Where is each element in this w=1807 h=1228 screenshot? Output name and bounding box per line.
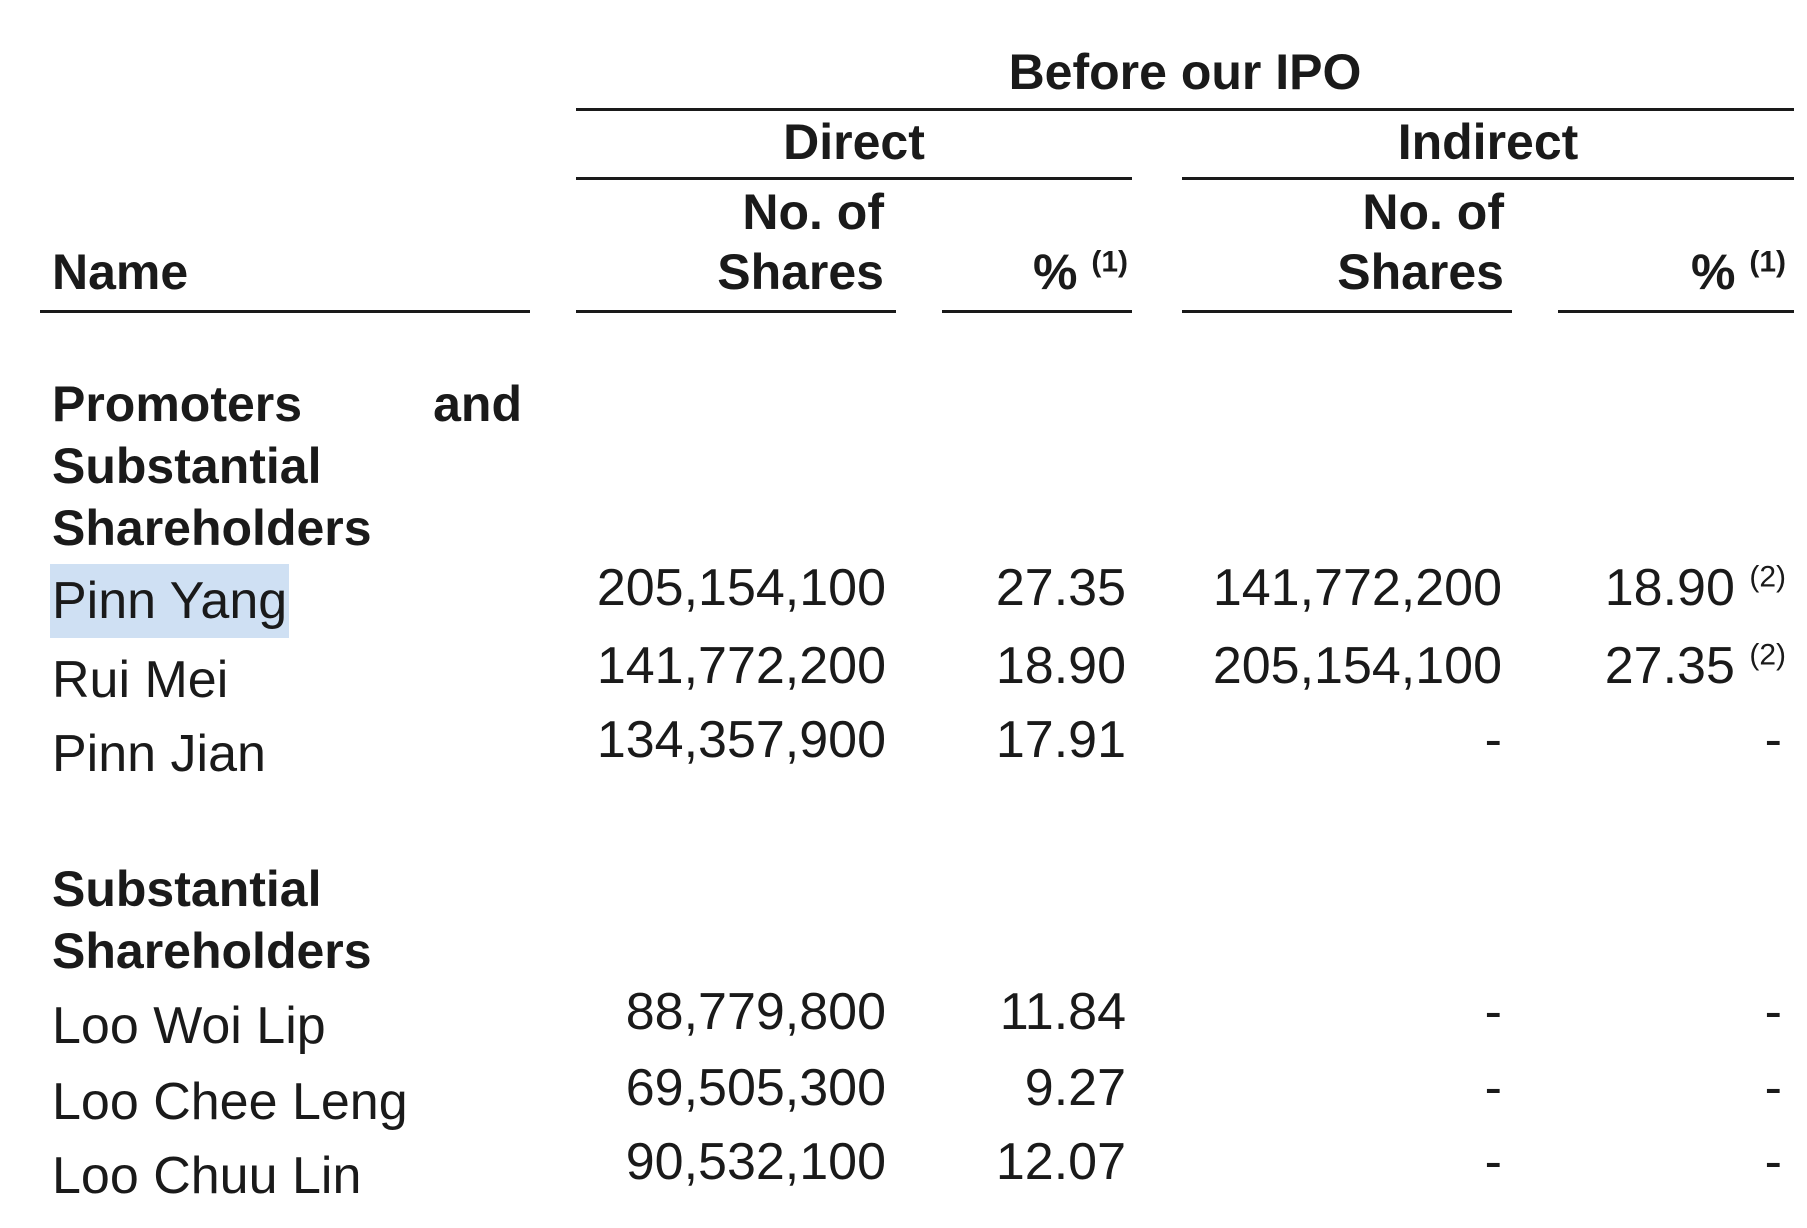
shareholder-name: Pinn Jian	[52, 725, 266, 783]
direct-heading: Direct	[783, 114, 925, 170]
indirect-shares-header	[1182, 182, 1504, 302]
direct-pct-value: 9.27	[1024, 1059, 1126, 1117]
indirect-pct-value: -	[1764, 983, 1782, 1041]
direct-pct-rule	[942, 310, 1132, 313]
section-title-line-2: Substantial	[52, 438, 322, 494]
indirect-pct-note: (1)	[1749, 245, 1786, 279]
indirect-pct-footnote: (2)	[1749, 638, 1786, 672]
direct-shares-value: 205,154,100	[596, 559, 886, 617]
shareholder-name: Loo Woi Lip	[52, 997, 326, 1055]
indirect-shares-value: 141,772,200	[1212, 559, 1502, 617]
indirect-pct-rule	[1558, 310, 1794, 313]
indirect-pct-value	[1560, 634, 1786, 698]
indirect-shares-value: -	[1484, 1133, 1502, 1191]
direct-pct-value: 27.35	[995, 559, 1126, 617]
indirect-pct-value: -	[1764, 711, 1782, 769]
direct-shares-value: 69,505,300	[625, 1059, 886, 1117]
indirect-pct-number: 18.90	[1604, 559, 1735, 617]
before-ipo-heading: Before our IPO	[1008, 44, 1362, 100]
direct-shares-header	[576, 182, 884, 302]
indirect-pct-value	[1560, 556, 1786, 620]
direct-shares-header-line1: No. of	[742, 184, 884, 240]
direct-pct-value: 12.07	[995, 1133, 1126, 1191]
table-row	[0, 637, 1807, 712]
direct-shares-value: 90,532,100	[625, 1133, 886, 1191]
indirect-pct-footnote: (2)	[1749, 560, 1786, 594]
table-row	[0, 559, 1807, 636]
indirect-shares-value: -	[1484, 711, 1502, 769]
direct-pct-header	[944, 242, 1128, 302]
indirect-shares-rule	[1182, 310, 1512, 313]
section-title-word-2: and	[433, 376, 522, 432]
shareholder-name: Loo Chee Leng	[52, 1073, 408, 1131]
section-title-line-2: Shareholders	[52, 923, 372, 979]
direct-rule	[576, 177, 1132, 180]
indirect-rule	[1182, 177, 1794, 180]
indirect-shares-value: 205,154,100	[1212, 637, 1502, 695]
shareholder-name[interactable]: Pinn Yang	[50, 564, 289, 638]
direct-pct-value: 17.91	[995, 711, 1126, 769]
direct-pct-label: %	[1032, 244, 1078, 300]
shareholder-name: Loo Chuu Lin	[52, 1147, 362, 1205]
direct-pct-note: (1)	[1091, 245, 1128, 279]
section-title-substantial	[52, 858, 372, 982]
direct-pct-value: 18.90	[995, 637, 1126, 695]
table-row	[0, 983, 1807, 1058]
direct-shares-value: 141,772,200	[596, 637, 886, 695]
section-title-line-1: Substantial	[52, 861, 322, 917]
indirect-pct-label: %	[1690, 244, 1736, 300]
table-row	[0, 1133, 1807, 1208]
direct-shares-value: 88,779,800	[625, 983, 886, 1041]
section-title-first-line	[52, 373, 522, 435]
indirect-heading: Indirect	[1397, 114, 1579, 170]
indirect-pct-value: -	[1764, 1133, 1782, 1191]
indirect-shares-value: -	[1484, 983, 1502, 1041]
name-col-rule	[40, 310, 530, 313]
indirect-pct-value: -	[1764, 1059, 1782, 1117]
indirect-shares-value: -	[1484, 1059, 1502, 1117]
name-column-header: Name	[52, 244, 189, 300]
indirect-shares-header-line1: No. of	[1362, 184, 1504, 240]
section-title-line-3: Shareholders	[52, 500, 372, 556]
direct-pct-value: 11.84	[999, 983, 1126, 1041]
table-row	[0, 1059, 1807, 1134]
indirect-pct-header	[1560, 242, 1786, 302]
shareholder-name: Rui Mei	[52, 651, 229, 709]
indirect-shares-header-line2: Shares	[1337, 244, 1504, 300]
indirect-pct-number: 27.35	[1604, 637, 1735, 695]
section-title-word-1: Promoters	[52, 376, 303, 432]
table-row	[0, 711, 1807, 786]
direct-shares-value: 134,357,900	[596, 711, 886, 769]
direct-shares-header-line2: Shares	[717, 244, 884, 300]
section-title-promoters	[52, 373, 522, 559]
before-ipo-rule	[576, 108, 1794, 111]
direct-shares-rule	[576, 310, 896, 313]
